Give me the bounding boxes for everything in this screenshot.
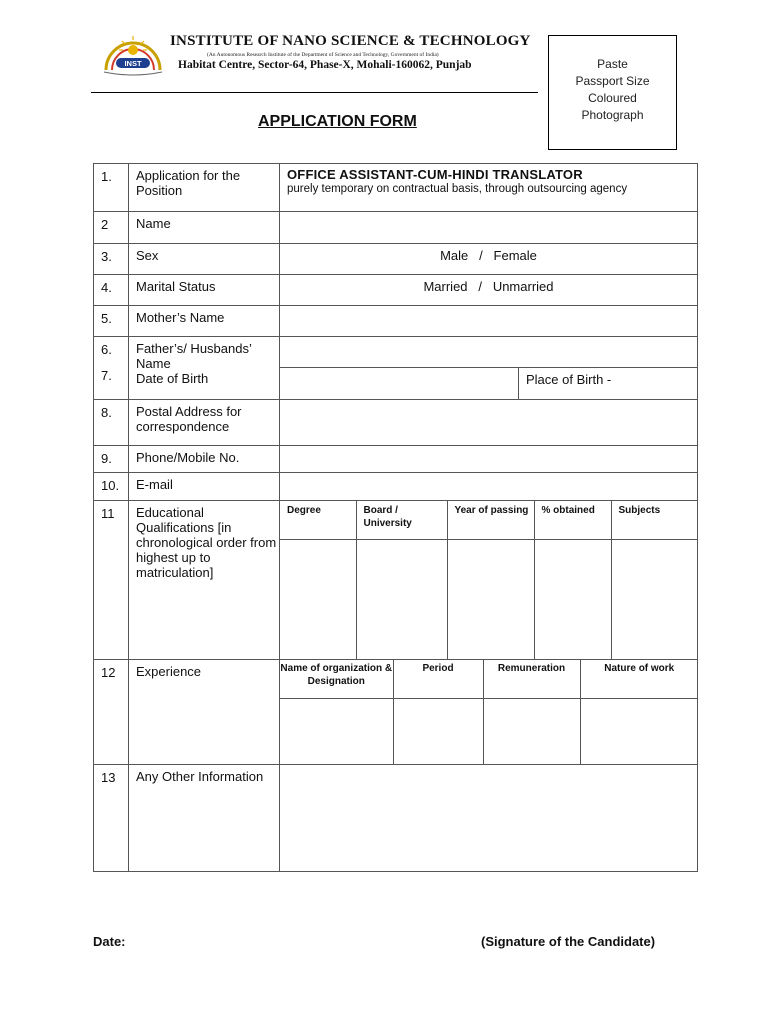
row-number: 6. (94, 337, 129, 368)
photo-text-1: Paste (597, 57, 628, 71)
date-label: Date: (93, 934, 126, 949)
table-row (94, 660, 698, 765)
fathers-name-label: Father’s/ Husbands’ Name (136, 341, 252, 371)
position-title: OFFICE ASSISTANT-CUM-HINDI TRANSLATOR (287, 167, 583, 182)
field-label: Postal Address for correspondence (129, 400, 280, 446)
signature-label: (Signature of the Candidate) (481, 934, 656, 949)
form-title: APPLICATION FORM (258, 113, 417, 130)
row-number: 3. (94, 244, 129, 275)
percent-cell[interactable] (534, 539, 611, 659)
other-information-field[interactable] (280, 765, 698, 872)
row-number: 9. (94, 446, 129, 473)
svg-text:INST: INST (124, 59, 142, 68)
education-grid (280, 501, 698, 660)
position-note: purely temporary on contractual basis, through outsourcing agency (287, 183, 628, 195)
photo-text-4: Photograph (581, 108, 644, 122)
institute-address: Habitat Centre, Sector-64, Phase-X, Mohali-160062, Punjab (178, 59, 472, 71)
row-number: 7. (94, 368, 129, 400)
board-cell[interactable] (356, 539, 447, 659)
degree-cell[interactable] (280, 539, 356, 659)
remuneration-cell[interactable] (483, 698, 580, 764)
dob-label: Date of Birth (136, 371, 209, 386)
field-label: Application for the Position (129, 164, 280, 212)
table-row (94, 164, 698, 212)
experience-grid (280, 660, 698, 765)
field-label: Experience (129, 660, 280, 765)
field-label: Name (129, 212, 280, 244)
column-header: Subjects (611, 501, 698, 539)
application-form-table (93, 163, 698, 872)
row-number: 12 (94, 660, 129, 765)
column-header: % obtained (534, 501, 611, 539)
table-row (94, 212, 698, 244)
header-divider (91, 92, 538, 93)
column-header: Nature of work (580, 660, 698, 698)
email-field[interactable] (280, 473, 698, 501)
table-row (94, 400, 698, 446)
marital-status-field[interactable]: Married / Unmarried (280, 275, 698, 306)
column-header: Name of organization & Designation (280, 660, 393, 698)
organization-cell[interactable] (280, 698, 393, 764)
table-row (94, 337, 698, 368)
column-header: Period (393, 660, 483, 698)
row-number: 8. (94, 400, 129, 446)
position-field (280, 164, 698, 212)
field-label: Any Other Information (129, 765, 280, 872)
table-row (94, 473, 698, 501)
institute-logo (98, 30, 168, 78)
column-header: Board / University (356, 501, 447, 539)
row-number: 2 (94, 212, 129, 244)
table-row (94, 446, 698, 473)
place-of-birth-field[interactable]: Place of Birth - (518, 368, 611, 399)
postal-address-field[interactable] (280, 400, 698, 446)
name-field[interactable] (280, 212, 698, 244)
table-row (94, 501, 698, 660)
fathers-name-field[interactable] (280, 337, 698, 368)
field-label: Phone/Mobile No. (129, 446, 280, 473)
column-header: Year of passing (447, 501, 534, 539)
dob-field[interactable] (280, 368, 698, 400)
experience-table (280, 660, 698, 764)
row-number: 1. (94, 164, 129, 212)
field-label (129, 337, 280, 400)
nature-of-work-cell[interactable] (580, 698, 698, 764)
period-cell[interactable] (393, 698, 483, 764)
education-table (280, 501, 698, 659)
row-number: 5. (94, 306, 129, 337)
subjects-cell[interactable] (611, 539, 698, 659)
year-cell[interactable] (447, 539, 534, 659)
field-label: E-mail (129, 473, 280, 501)
table-row (94, 244, 698, 275)
institute-name: INSTITUTE OF NANO SCIENCE & TECHNOLOGY (170, 33, 531, 49)
photo-text-2: Passport Size (575, 74, 650, 88)
table-row (94, 306, 698, 337)
row-number: 13 (94, 765, 129, 872)
field-label: Educational Qualifications [in chronological order from highest up to matriculation] (129, 501, 280, 660)
photo-text-3: Coloured (588, 91, 637, 105)
institute-subtitle: (An Autonomous Research Institute of the Department of Science and Technology, Government of India) (207, 52, 439, 58)
row-number: 11 (94, 501, 129, 660)
column-header: Remuneration (483, 660, 580, 698)
column-header: Degree (280, 501, 356, 539)
phone-field[interactable] (280, 446, 698, 473)
photo-box[interactable] (548, 35, 677, 150)
row-number: 4. (94, 275, 129, 306)
field-label: Marital Status (129, 275, 280, 306)
table-row (94, 275, 698, 306)
field-label: Mother’s Name (129, 306, 280, 337)
mothers-name-field[interactable] (280, 306, 698, 337)
table-row (94, 765, 698, 872)
sex-field[interactable]: Male / Female (280, 244, 698, 275)
row-number: 10. (94, 473, 129, 501)
field-label: Sex (129, 244, 280, 275)
